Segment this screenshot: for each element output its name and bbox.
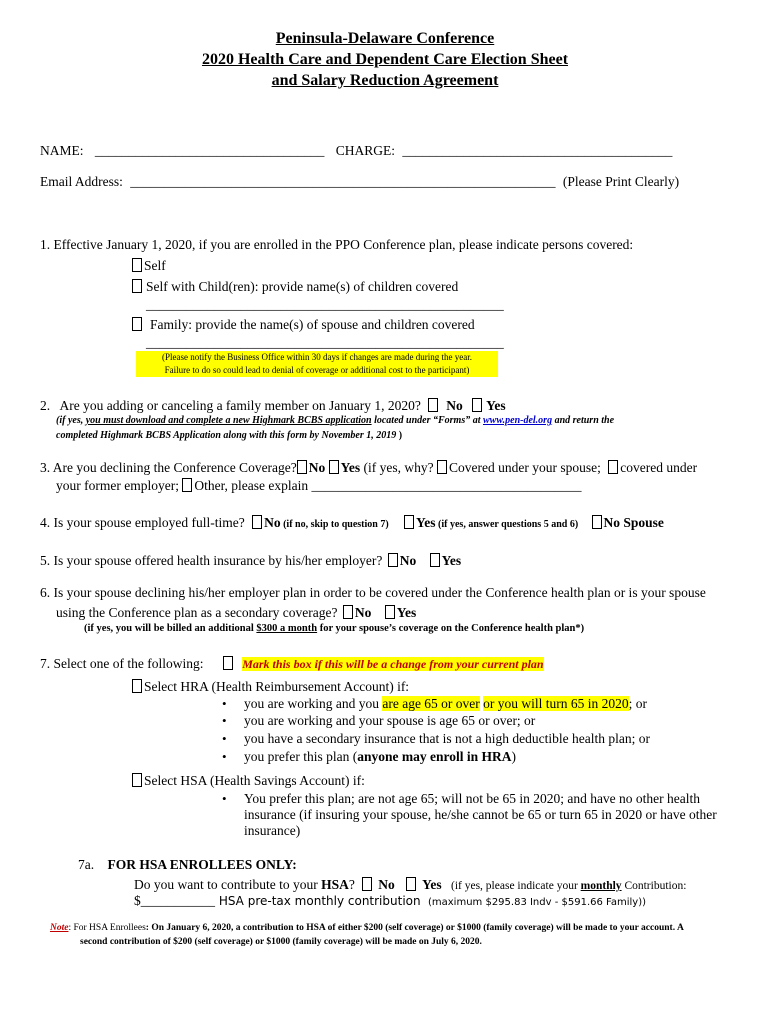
hsa-item-1-line3: insurance) — [244, 823, 301, 838]
hra-item-2: you are working and your spouse is age 65 or over; or — [244, 713, 536, 728]
hsa-item-1-line2: insurance (if insuring your spouse, he/she cannot be 65 or turn 65 in 2020 or have other — [244, 807, 717, 822]
q4-nospouse-checkbox[interactable] — [592, 515, 602, 529]
q6-line2: using the Conference plan as a secondary coverage? — [56, 605, 338, 620]
hra-bullet-2: • — [222, 713, 227, 728]
q2-note-b: you must download and complete a new Highmark BCBS application — [85, 415, 372, 426]
q3-yes-label: Yes — [340, 460, 361, 475]
q2-note-a: (if yes, — [56, 415, 86, 426]
q6-yes-checkbox[interactable] — [385, 605, 395, 619]
q1-family-checkbox[interactable] — [132, 317, 142, 331]
hra-item-3: you have a secondary insurance that is not a high deductible health plan; or — [244, 731, 650, 746]
q6-no-checkbox[interactable] — [343, 605, 353, 619]
q6-note-c: for your spouse’s coverage on the Conference health plan*) — [317, 623, 585, 634]
footer-note-a: : For HSA Enrollees — [68, 923, 146, 933]
q2-note-c: located under “Forms” at — [371, 415, 483, 426]
q4-yes-note: (if yes, answer questions 5 and 6) — [435, 519, 579, 530]
q1-family-names-field[interactable]: _____________________________________________________ — [146, 335, 504, 350]
q7a-yes-note-b: monthly — [580, 880, 622, 892]
q7-row — [40, 656, 544, 672]
hra-item-4-c: ) — [511, 749, 516, 764]
name-label: NAME: — [40, 143, 84, 158]
q2-note-line1 — [56, 415, 614, 426]
q1-notice-line1: (Please notify the Business Office within 30 days if changes are made during the year. — [162, 352, 472, 362]
q3-text: 3. Are you declining the Conference Coverage? — [40, 460, 297, 475]
q2-note-e: completed Highmark BCBS Application along with this form by November 1, 2019 — [56, 430, 397, 441]
q5-yes-checkbox[interactable] — [430, 553, 440, 567]
q4-nospouse-label: No Spouse — [603, 515, 664, 530]
q7a-no-label: No — [378, 877, 395, 892]
name-field[interactable]: __________________________________ — [94, 143, 325, 158]
q7a-yes-note-a: (if yes, please indicate your — [451, 880, 581, 892]
q3-other-label: Other, please explain ________________________________________ — [194, 478, 582, 493]
q7-hsa-checkbox[interactable] — [132, 773, 142, 787]
q4-yes-checkbox[interactable] — [404, 515, 414, 529]
hra-item-1 — [244, 696, 647, 712]
hsa-amount-label: HSA pre-tax monthly contribution — [215, 894, 421, 908]
q7-change-label: Mark this box if this will be a change from your current plan — [242, 657, 544, 671]
hra-bullet-3: • — [222, 731, 227, 746]
q2-text: Are you adding or canceling a family member on January 1, 2020? — [59, 398, 421, 413]
q3-row2 — [56, 478, 582, 494]
q6-row2 — [56, 605, 416, 621]
q2-note-line2 — [56, 430, 402, 441]
q1-family-label: Family: provide the name(s) of spouse and children covered — [150, 317, 475, 332]
q7a-yes-checkbox[interactable] — [406, 877, 416, 891]
q2-no-checkbox[interactable] — [428, 398, 438, 412]
q7-hra-checkbox[interactable] — [132, 679, 142, 693]
footer-note-b: : On January 6, 2020, a contribution to HSA of either $200 (self coverage) or $1000 (family coverage) will be made to your account. A — [145, 923, 684, 933]
email-field[interactable]: _______________________________________________________________ — [130, 174, 556, 189]
hra-item-1-d: or you will turn 65 in 2020 — [483, 696, 629, 711]
email-label: Email Address: — [40, 174, 123, 189]
q7-hra-label: Select HRA (Health Reimbursement Account) if: — [144, 679, 410, 694]
q7a-yes-note — [451, 880, 686, 892]
q2-note-f: ) — [396, 430, 403, 441]
q3-spouse-checkbox[interactable] — [437, 460, 447, 474]
q1-self-label: Self — [144, 258, 166, 273]
hsa-amount-max: (maximum $295.83 Indv - $591.66 Family)) — [427, 897, 647, 908]
q7a-yes-label: Yes — [422, 877, 442, 892]
q2-note-d: and return the — [552, 415, 615, 426]
doc-title-line2: 2020 Health Care and Dependent Care Election Sheet — [201, 51, 569, 68]
q2-yes-checkbox[interactable] — [472, 398, 482, 412]
q5-text: 5. Is your spouse offered health insurance by his/her employer? — [40, 553, 383, 568]
footer-note-line1 — [50, 923, 684, 933]
q6-no-label: No — [354, 605, 372, 620]
q7a-yes-note-c: Contribution: — [621, 880, 687, 892]
footer-note-label: Note — [50, 923, 69, 933]
q1-text: 1. Effective January 1, 2020, if you are enrolled in the PPO Conference plan, please indicate persons covered: — [40, 237, 634, 252]
footer-note-line2: second contribution of $200 (self coverage) or $1000 (family coverage) will be made on July 6, 2020. — [80, 937, 482, 947]
q3-no-label: No — [308, 460, 326, 475]
q4-text: 4. Is your spouse employed full-time? — [40, 515, 245, 530]
q7a-amount-row — [134, 893, 646, 909]
q7a-heading: FOR HSA ENROLLEES ONLY: — [107, 857, 297, 872]
q5-no-checkbox[interactable] — [388, 553, 398, 567]
q7-hra-option — [132, 679, 409, 695]
hsa-item-1-line1: You prefer this plan; are not age 65; will not be 65 in 2020; and have no other health — [244, 791, 701, 806]
hsa-amount-field[interactable]: $___________ — [134, 893, 215, 908]
q2-row — [40, 398, 506, 414]
q7a-text-a: Do you want to contribute to your — [134, 877, 322, 892]
q3-spouse-label: Covered under your spouse; — [449, 460, 601, 475]
q3-employer-label: covered under — [620, 460, 698, 475]
q1-option-family — [132, 317, 475, 333]
q3-no-checkbox[interactable] — [297, 460, 307, 474]
q7a-text-b: HSA — [321, 877, 349, 892]
charge-field[interactable]: ________________________________________ — [402, 143, 673, 158]
hra-bullet-1: • — [222, 696, 227, 711]
q6-yes-label: Yes — [396, 605, 417, 620]
q1-child-checkbox[interactable] — [132, 279, 142, 293]
q5-no-label: No — [399, 553, 417, 568]
q7a-heading-row — [78, 857, 297, 873]
q5-row — [40, 553, 461, 569]
q1-option-self — [132, 258, 166, 274]
charge-label: CHARGE: — [335, 143, 396, 158]
hra-item-4-a: you prefer this plan ( — [244, 749, 358, 764]
q7-text: 7. Select one of the following: — [40, 656, 204, 671]
q4-row — [40, 515, 664, 531]
email-note: (Please Print Clearly) — [562, 174, 680, 189]
hra-item-1-a: you are working and you — [244, 696, 383, 711]
q7a-row — [134, 877, 686, 893]
q4-yes-label: Yes — [416, 515, 436, 530]
q5-yes-label: Yes — [441, 553, 462, 568]
q1-notice-line2: Failure to do so could lead to denial of coverage or additional cost to the participant) — [164, 365, 470, 375]
q7a-no-checkbox[interactable] — [362, 877, 372, 891]
hsa-bullet-1: • — [222, 791, 227, 806]
q7a-number: 7a. — [78, 857, 95, 872]
q3-other-checkbox[interactable] — [182, 478, 192, 492]
hra-item-4 — [244, 749, 516, 765]
q1-self-checkbox[interactable] — [132, 258, 142, 272]
q6-note — [84, 623, 584, 634]
q3-employer-checkbox[interactable] — [608, 460, 618, 474]
q4-no-checkbox[interactable] — [252, 515, 262, 529]
q3-row — [40, 460, 697, 476]
q4-no-note: (if no, skip to question 7) — [280, 519, 389, 530]
email-row — [40, 174, 679, 190]
q1-child-label: Self with Child(ren): provide name(s) of children covered — [146, 279, 459, 294]
pen-del-link[interactable]: www.pen-del.org — [483, 415, 553, 426]
q2-no-label: No — [446, 398, 463, 413]
q7-hsa-label: Select HSA (Health Savings Account) if: — [144, 773, 365, 788]
name-row — [40, 143, 672, 159]
q6-note-a: (if yes, you will be billed an additional — [84, 623, 257, 634]
q7a-text-c: ? — [348, 877, 355, 892]
q3-yes-checkbox[interactable] — [329, 460, 339, 474]
q6-text: 6. Is your spouse declining his/her employer plan in order to be covered under the Conference health plan or is your spouse — [40, 585, 706, 600]
q3-why: (if yes, why? — [360, 460, 434, 475]
q3-line2: your former employer; — [56, 478, 179, 493]
q2-number: 2. — [40, 398, 51, 413]
doc-title-line1: Peninsula-Delaware Conference — [275, 30, 495, 47]
q2-yes-label: Yes — [486, 398, 506, 413]
hra-item-1-b: are age 65 or over — [382, 696, 480, 711]
q1-notice — [136, 351, 498, 377]
q7-hsa-option — [132, 773, 365, 789]
hra-item-1-e: ; or — [628, 696, 648, 711]
q4-no-label: No — [264, 515, 281, 530]
q1-option-child — [132, 279, 458, 295]
q1-child-names-field[interactable]: _____________________________________________________ — [146, 297, 504, 312]
hra-bullet-4: • — [222, 749, 227, 764]
q7-change-checkbox[interactable] — [223, 656, 233, 670]
hra-item-4-b: anyone may enroll in HRA — [357, 749, 512, 764]
doc-title-line3: and Salary Reduction Agreement — [271, 72, 499, 89]
q6-note-b: $300 a month — [256, 623, 318, 634]
